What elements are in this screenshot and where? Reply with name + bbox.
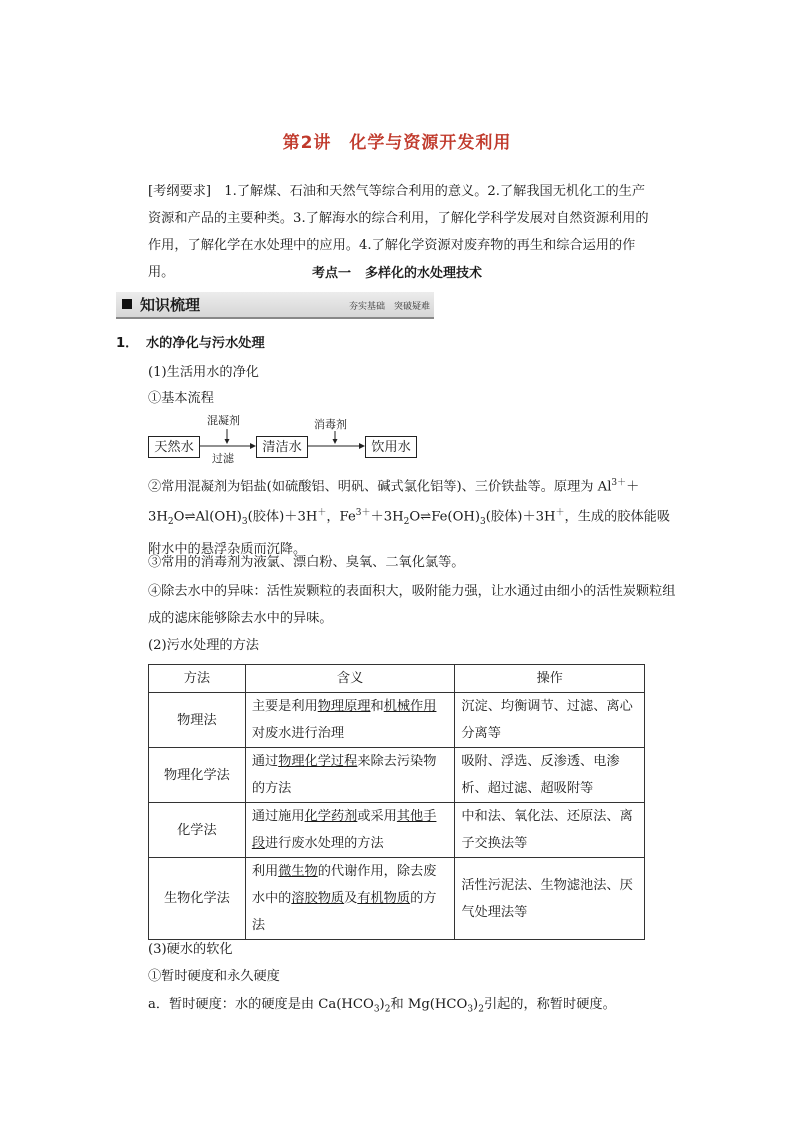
flow-box-clean-water: 清洁水: [256, 436, 308, 458]
kaodian-heading: [0, 262, 794, 281]
banner-label: 知识梳理: [140, 296, 201, 314]
table-header: 含义: [245, 665, 455, 693]
table-cell-method: 物理法: [149, 693, 246, 748]
table-header: 操作: [455, 665, 645, 693]
odor-paragraph: ④除去水中的异味：活性炭颗粒的表面积大，吸附能力强，让水通过由细小的活性炭颗粒组成的滤床能够除去水中的异味。: [148, 584, 676, 626]
table-header-row: [149, 665, 645, 693]
flow-disinfectant-label: 消毒剂: [314, 418, 347, 431]
knowledge-banner: [116, 292, 434, 319]
equilibrium-arrow-icon: ⇌: [420, 509, 432, 525]
kaodian-title: 多样化的水处理技术: [365, 266, 483, 281]
table-header: 方法: [149, 665, 246, 693]
requirements-text: 1.了解煤、石油和天然气等综合利用的意义。2.了解我国无机化工的生产资源和产品的主要种类。3.了解海水的综合利用，了解化学科学发展对自然资源利用的作用，了解化学在水处理中的应用。4.了解化学资源对废弃物的再生和综合运用的作用。: [148, 184, 649, 280]
table-row: [149, 693, 645, 748]
subsection-2: (2)污水处理的方法: [148, 638, 259, 653]
square-bullet-icon: [122, 299, 132, 309]
requirements-tag: [考纲要求]: [148, 184, 212, 199]
table-row: [149, 748, 645, 803]
equilibrium-arrow-icon: ⇌: [184, 509, 196, 525]
table-cell-meaning: 主要是利用物理原理和机械作用对废水进行治理: [245, 693, 455, 748]
banner-subtitle: 夯实基础 突破疑难: [348, 302, 430, 312]
flow-coagulant-label: 混凝剂: [207, 414, 240, 427]
section-number: 1．: [116, 336, 139, 351]
disinfectant-paragraph: ③常用的消毒剂为液氯、漂白粉、臭氧、二氧化氯等。: [148, 555, 465, 570]
table-cell-operation: 中和法、氧化法、还原法、离子交换法等: [455, 803, 645, 858]
page-title: [0, 128, 794, 153]
table-cell-method: 生物化学法: [149, 858, 246, 940]
section-title: 水的净化与污水处理: [146, 336, 265, 351]
table-cell-meaning: 通过物理化学过程来除去污染物的方法: [245, 748, 455, 803]
table-cell-operation: 沉淀、均衡调节、过滤、离心分离等: [455, 693, 645, 748]
table-cell-operation: 活性污泥法、生物滤池法、厌气处理法等: [455, 858, 645, 940]
kaodian-label: 考点一: [311, 266, 351, 281]
table-row: [149, 803, 645, 858]
flow-heading: ①基本流程: [148, 391, 214, 406]
table-cell-operation: 吸附、浮选、反渗透、电渗析、超过滤、超吸附等: [455, 748, 645, 803]
coagulant-paragraph: ②常用混凝剂为铝盐(如硫酸铝、明矾、碱式氯化铝等)、三价铁盐等。原理为 $Al^{3+}+$ $3H_2O\rightleftharpoons Al(OH)_3$(胶体)＋3H＋，$Fe^{3+}+3H_2O\rightleftharpoons Fe(OH)_3$(胶体)＋3H＋，生成的胶体能吸 附水中的悬浮杂质而沉降。: [148, 478, 671, 558]
table-cell-method: 化学法: [149, 803, 246, 858]
table-cell-method: 物理化学法: [149, 748, 246, 803]
flow-arrows: [200, 425, 370, 451]
table-row: [149, 858, 645, 940]
hardness-heading: ①暂时硬度和永久硬度: [148, 969, 280, 984]
flow-filter-label: 过滤: [212, 452, 234, 465]
subsection-3: (3)硬水的软化: [148, 942, 233, 957]
lecture-topic: 化学与资源开发利用: [349, 133, 512, 153]
flow-box-natural-water: 天然水: [148, 436, 200, 458]
wastewater-methods-table: [148, 664, 645, 940]
flow-box-drinking-water: 饮用水: [365, 436, 417, 458]
temporary-hardness-paragraph: a．暂时硬度：水的硬度是由 $Ca(HCO_3)_2$和 $Mg(HCO_3)_2$引起的，称暂时硬度。: [148, 997, 616, 1015]
subsection-1: (1)生活用水的净化: [148, 365, 259, 380]
table-cell-meaning: 利用微生物的代谢作用，除去废水中的溶胶物质及有机物质的方法: [245, 858, 455, 940]
table-cell-meaning: 通过施用化学药剂或采用其他手段进行废水处理的方法: [245, 803, 455, 858]
lecture-number: 第2讲: [282, 133, 332, 153]
